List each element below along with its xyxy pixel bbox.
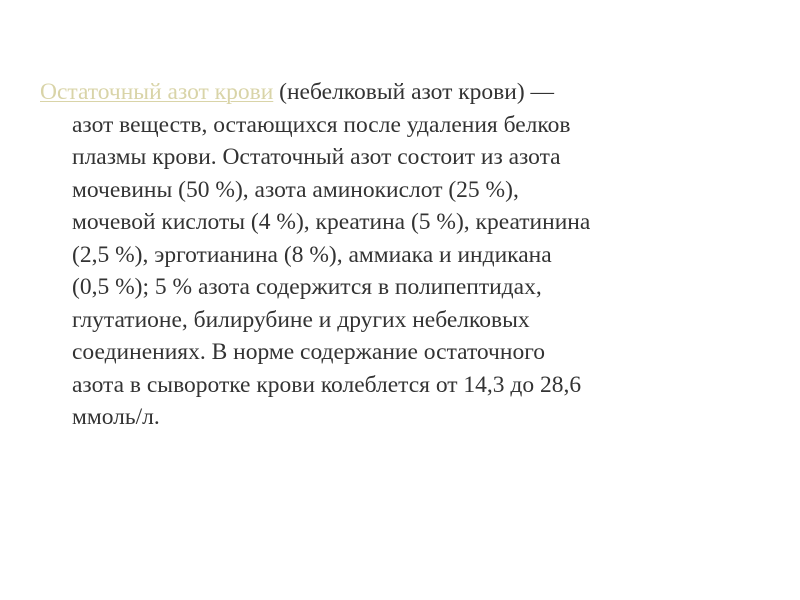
paragraph-line-5: мочевой кислоты (4 %), креатина (5 %), креатинина [72, 209, 591, 235]
paragraph-line-2: азот веществ, остающихся после удаления белков [72, 111, 571, 138]
line-1-text: (небелковый азот крови) — [273, 79, 555, 105]
paragraph-line-4: мочевины (50 %), азота аминокислот (25 %), [72, 176, 519, 203]
definition-paragraph [40, 76, 760, 434]
paragraph-line-7: (0,5 %); 5 % азота содержится в полипептидах, [72, 274, 542, 300]
paragraph-line-3: плазмы крови. Остаточный азот состоит из азота [72, 144, 561, 170]
paragraph-line-1 [40, 76, 760, 109]
term-link[interactable]: Остаточный азот крови [40, 79, 274, 105]
paragraph-line-10: азота в сыворотке крови колеблется от 14,3 до 28,6 [72, 371, 582, 398]
paragraph-line-8: глутатионе, билирубине и других небелковых [72, 306, 530, 333]
paragraph-line-11: ммоль/л. [72, 404, 160, 430]
paragraph-line-9: соединениях. В норме содержание остаточного [72, 339, 545, 365]
paragraph-line-6: (2,5 %), эрготианина (8 %), аммиака и индикана [72, 241, 552, 268]
